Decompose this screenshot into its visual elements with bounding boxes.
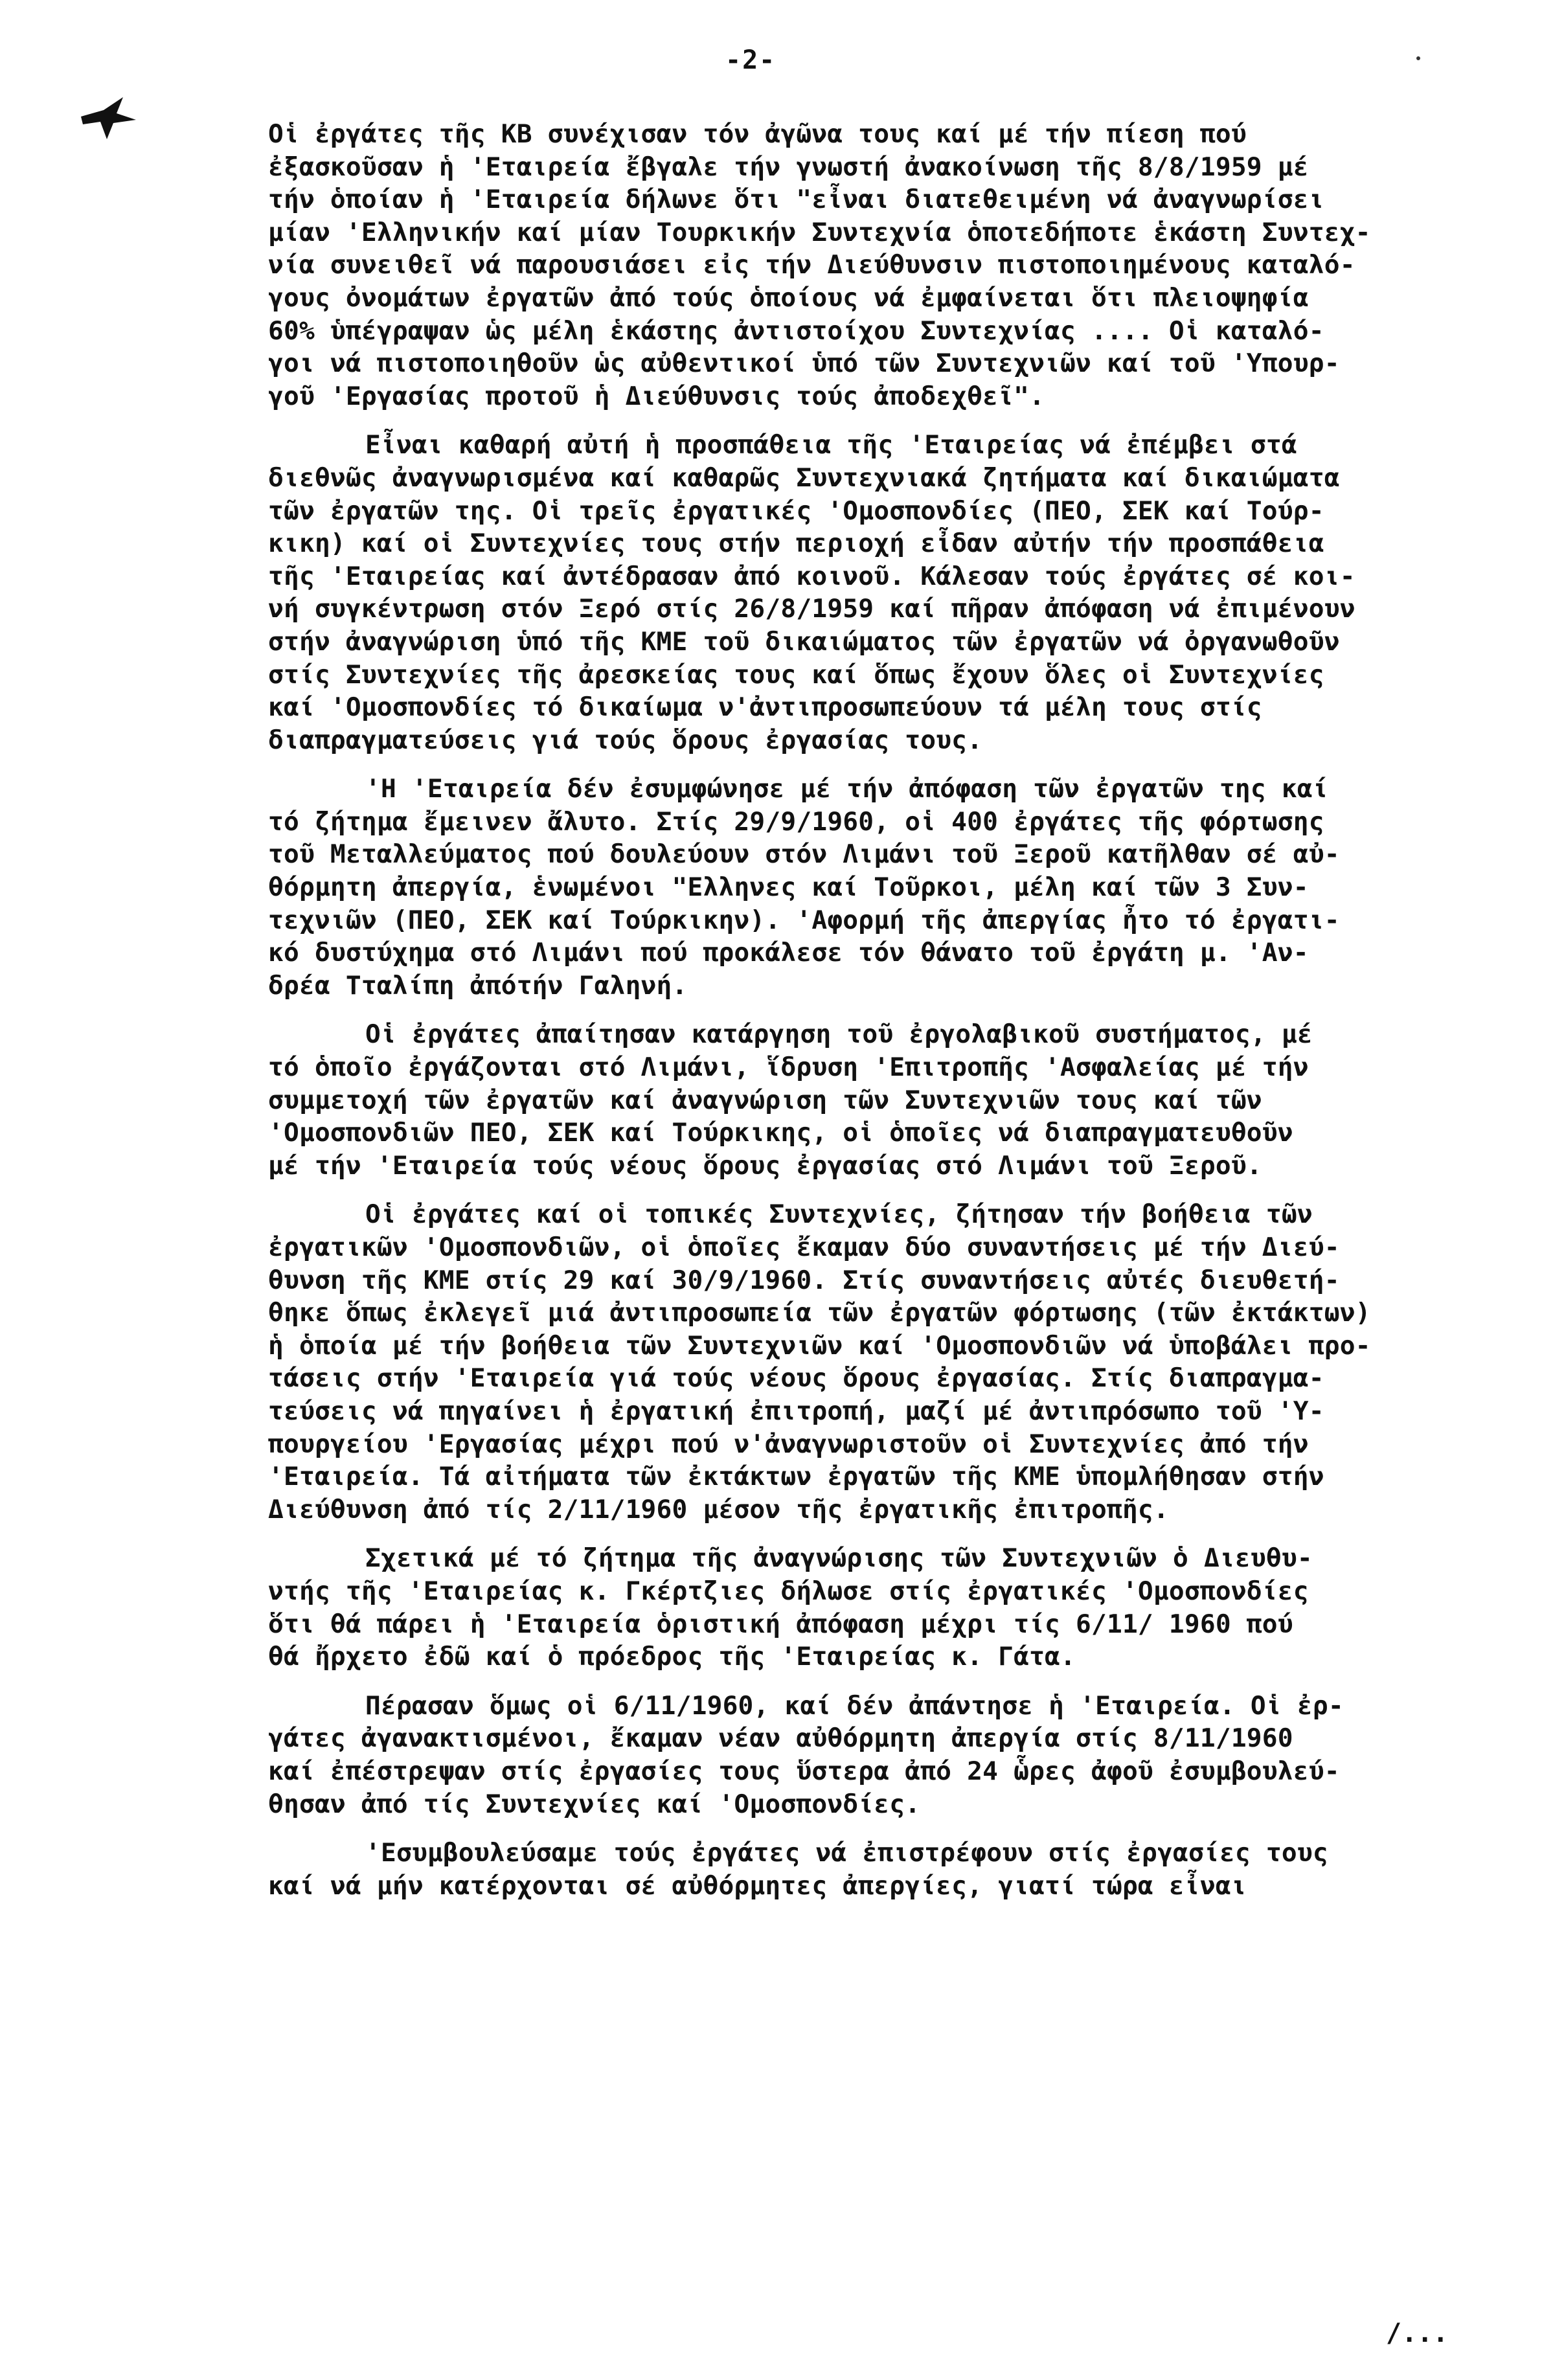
text-line: τοῦ Μεταλλεύματος πού δουλεύουν στόν Λιμάνι τοῦ Ξεροῦ κατῆλθαν σέ αὐ- [268, 839, 1340, 870]
text-line: νή συγκέντρωση στόν Ξερό στίς 26/8/1959 καί πῆραν ἀπόφαση νά ἐπιμένουν [268, 594, 1355, 624]
paragraph [268, 1198, 1453, 1526]
text-line: 'Εταιρεία. Τά αἰτήματα τῶν ἐκτάκτων ἐργατῶν τῆς ΚΜΕ ὑπομλήθησαν στήν [268, 1462, 1324, 1492]
text-line: ὅτι θά πάρει ἡ 'Εταιρεία ὁριστική ἀπόφαση μέχρι τίς 6/11/ 1960 πού [268, 1609, 1293, 1639]
text-line: Εἶναι καθαρή αὐτή ἡ προσπάθεια τῆς 'Εταιρείας νά ἐπέμβει στά [365, 430, 1297, 460]
text-line: τεύσεις νά πηγαίνει ἡ ἐργατική ἐπιτροπή, μαζί μέ ἀντιπρόσωπο τοῦ 'Υ- [268, 1396, 1324, 1426]
text-line: ἐργατικῶν 'Ομοσπονδιῶν, οἱ ὁποῖες ἔκαμαν δύο συναντήσεις μέ τήν Διεύ- [268, 1232, 1340, 1262]
paragraph-gap [268, 1182, 1453, 1198]
paragraph-gap [268, 1526, 1453, 1542]
text-line: 'Εσυμβουλεύσαμε τούς ἐργάτες νά ἐπιστρέφουν στίς ἐργασίες τους [365, 1838, 1328, 1868]
text-line: 'Ομοσπονδιῶν ΠΕΟ, ΣΕΚ καί Τούρκικης, οἱ ὁποῖες νά διαπραγματευθοῦν [268, 1118, 1293, 1148]
text-line: καί 'Ομοσπονδίες τό δικαίωμα ν'ἀντιπροσωπεύουν τά μέλη τους στίς [268, 692, 1262, 723]
text-line: τῶν ἐργατῶν της. Οἱ τρεῖς ἐργατικές 'Ομοσπονδίες (ΠΕΟ, ΣΕΚ καί Τούρ- [268, 495, 1324, 526]
text-line: μέ τήν 'Εταιρεία τούς νέους ὅρους ἐργασίας στό Λιμάνι τοῦ Ξεροῦ. [268, 1150, 1262, 1181]
text-line: κικη) καί οἱ Συντεχνίες τους στήν περιοχή εἶδαν αὐτήν τήν προσπάθεια [268, 528, 1324, 559]
text-line: Οἱ ἐργάτες καί οἱ τοπικές Συντεχνίες, ζήτησαν τήν βοήθεια τῶν [365, 1199, 1313, 1230]
text-line: θηκε ὅπως ἐκλεγεῖ μιά ἀντιπροσωπεία τῶν ἐργατῶν φόρτωσης (τῶν ἐκτάκτων) [268, 1298, 1371, 1328]
paragraph-gap [268, 413, 1453, 429]
document-body [268, 118, 1453, 1902]
text-line: γάτες ἀγανακτισμένοι, ἔκαμαν νέαν αὐθόρμητη ἀπεργία στίς 8/11/1960 [268, 1723, 1293, 1754]
text-line: τήν ὁποίαν ἡ 'Εταιρεία δήλωνε ὅτι "εἶναι διατεθειμένη νά ἀναγνωρίσει [268, 185, 1324, 215]
text-line: συμμετοχή τῶν ἐργατῶν καί ἀναγνώριση τῶν Συντεχνιῶν τους καί τῶν [268, 1085, 1262, 1115]
text-line: 'Η 'Εταιρεία δέν ἐσυμφώνησε μέ τήν ἀπόφαση τῶν ἐργατῶν της καί [365, 774, 1328, 804]
text-line: γους ὀνομάτων ἐργατῶν ἀπό τούς ὁποίους νά ἐμφαίνεται ὅτι πλειοψηφία [268, 282, 1309, 313]
text-line: 60% ὑπέγραψαν ὡς μέλη ἑκάστης ἀντιστοίχου Συντεχνίας .... Οἱ καταλό- [268, 315, 1324, 346]
text-line: τῆς 'Εταιρείας καί ἀντέδρασαν ἀπό κοινοῦ. Κάλεσαν τούς ἐργάτες σέ κοι- [268, 561, 1355, 591]
text-line: καί νά μήν κατέρχονται σέ αὐθόρμητες ἀπεργίες, γιατί τώρα εἶναι [268, 1870, 1247, 1901]
text-line: θησαν ἀπό τίς Συντεχνίες καί 'Ομοσπονδίες. [268, 1789, 921, 1819]
text-line: θόρμητη ἀπεργία, ἑνωμένοι "Ελληνες καί Τοῦρκοι, μέλη καί τῶν 3 Συν- [268, 872, 1309, 903]
text-line: Οἱ ἐργάτες ἀπαίτησαν κατάργηση τοῦ ἐργολαβικοῦ συστήματος, μέ [365, 1019, 1313, 1050]
text-line: νία συνειθεῖ νά παρουσιάσει εἰς τήν Διεύθυνσιν πιστοποιημένους καταλό- [268, 250, 1355, 280]
page-number: -2- [725, 45, 777, 75]
text-line: πουργείου 'Εργασίας μέχρι πού ν'ἀναγνωριστοῦν οἱ Συντεχνίες ἀπό τήν [268, 1429, 1309, 1459]
text-line: τεχνιῶν (ΠΕΟ, ΣΕΚ καί Τούρκικην). 'Αφορμή τῆς ἀπεργίας ἦτο τό ἐργατι- [268, 905, 1340, 935]
text-line: στήν ἀναγνώριση ὑπό τῆς ΚΜΕ τοῦ δικαιώματος τῶν ἐργατῶν νά ὀργανωθοῦν [268, 626, 1340, 657]
text-line: κό δυστύχημα στό Λιμάνι πού προκάλεσε τόν θάνατο τοῦ ἐργάτη μ. 'Αν- [268, 938, 1309, 968]
paragraph-gap [268, 1002, 1453, 1018]
text-line: τό ζήτημα ἔμεινεν ἄλυτο. Στίς 29/9/1960, οἱ 400 ἐργάτες τῆς φόρτωσης [268, 806, 1324, 837]
paragraph [268, 1837, 1453, 1902]
text-line: θά ἤρχετο ἐδῶ καί ὁ πρόεδρος τῆς 'Εταιρείας κ. Γάτα. [268, 1642, 1076, 1672]
paragraph [268, 1018, 1453, 1182]
paragraph-gap [268, 1820, 1453, 1837]
text-line: τό ὁποῖο ἐργάζονται στό Λιμάνι, ἵδρυση 'Επιτροπῆς 'Ασφαλείας μέ τήν [268, 1052, 1309, 1083]
text-line: Σχετικά μέ τό ζήτημα τῆς ἀναγνώρισης τῶν Συντεχνιῶν ὁ Διευθυ- [365, 1543, 1313, 1574]
text-line: Πέρασαν ὅμως οἱ 6/11/1960, καί δέν ἀπάντησε ἡ 'Εταιρεία. Οἱ ἐρ- [365, 1690, 1344, 1721]
text-line: στίς Συντεχνίες τῆς ἀρεσκείας τους καί ὅπως ἔχουν ὅλες οἱ Συντεχνίες [268, 659, 1324, 690]
text-line: γοῦ 'Εργασίας προτοῦ ἡ Διεύθυνσις τούς ἀποδεχθεῖ". [268, 381, 1045, 411]
text-line: δρέα Τταλίπη ἀπότήν Γαληνή. [268, 970, 688, 1001]
text-line: διεθνῶς ἀναγνωρισμένα καί καθαρῶς Συντεχνιακά ζητήματα καί δικαιώματα [268, 462, 1340, 493]
text-line: Διεύθυνση ἀπό τίς 2/11/1960 μέσον τῆς ἐργατικῆς ἐπιτροπῆς. [268, 1494, 1169, 1524]
paragraph [268, 1690, 1453, 1820]
text-line: ἐξασκοῦσαν ἡ 'Εταιρεία ἔβγαλε τήν γνωστή ἀνακοίνωση τῆς 8/8/1959 μέ [268, 152, 1309, 182]
continuation-mark: /... [1386, 2318, 1449, 2348]
text-line: γοι νά πιστοποιηθοῦν ὡς αὐθεντικοί ὑπό τῶν Συντεχνιῶν καί τοῦ 'Υπουρ- [268, 348, 1340, 379]
paragraph-gap [268, 756, 1453, 773]
paragraph [268, 429, 1453, 756]
text-line: μίαν 'Ελληνικήν καί μίαν Τουρκικήν Συντεχνία ὁποτεδήποτε ἑκάστη Συντεχ- [268, 217, 1371, 247]
paragraph [268, 118, 1453, 413]
paragraph [268, 773, 1453, 1002]
paragraph [268, 1542, 1453, 1673]
text-line: Οἱ ἐργάτες τῆς ΚΒ συνέχισαν τόν ἀγῶνα τους καί μέ τήν πίεση πού [268, 119, 1247, 149]
text-line: θυνση τῆς ΚΜΕ στίς 29 καί 30/9/1960. Στίς συναντήσεις αὐτές διευθετή- [268, 1265, 1340, 1295]
paragraph-gap [268, 1673, 1453, 1690]
ink-blot-mark [78, 91, 139, 142]
text-line: διαπραγματεύσεις γιά τούς ὅρους ἐργασίας τους. [268, 725, 983, 755]
text-line: ντής τῆς 'Εταιρείας κ. Γκέρτζιες δήλωσε στίς ἐργατικές 'Ομοσπονδίες [268, 1576, 1309, 1606]
text-line: καί ἐπέστρεψαν στίς ἐργασίες τους ὕστερα ἀπό 24 ὧρες ἀφοῦ ἐσυμβουλεύ- [268, 1756, 1340, 1786]
ink-dot-mark [1412, 52, 1425, 65]
text-line: ἡ ὁποία μέ τήν βοήθεια τῶν Συντεχνιῶν καί 'Ομοσπονδιῶν νά ὑποβάλει προ- [268, 1330, 1371, 1361]
text-line: τάσεις στήν 'Εταιρεία γιά τούς νέους ὅρους ἐργασίας. Στίς διαπραγμα- [268, 1363, 1324, 1394]
